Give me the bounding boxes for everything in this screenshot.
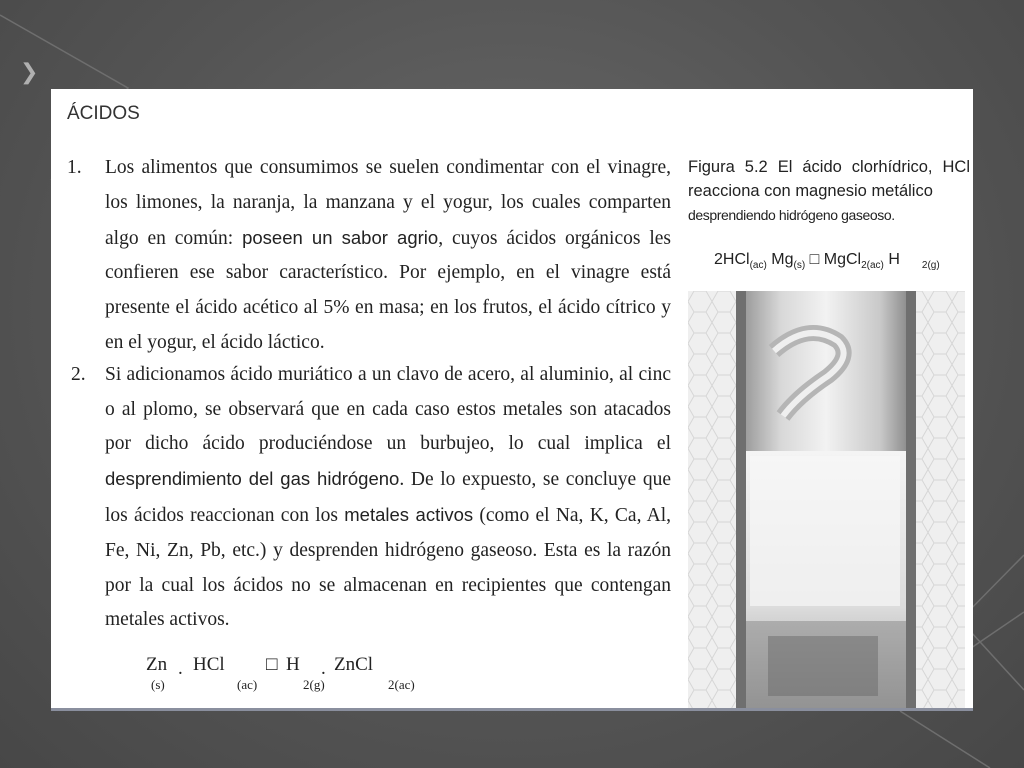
arrow-bullet-icon: ❯	[20, 60, 39, 85]
figure-caption: Figura 5.2 El ácido clorhídrico, HCl reacciona con magnesio metálico desprendiendo hidrógeno gaseoso.	[688, 158, 970, 223]
highlight-phrase: poseen un sabor agrio	[242, 226, 439, 248]
item-number: 2.	[71, 363, 86, 385]
item-number: 1.	[67, 157, 82, 178]
list-item	[67, 151, 671, 361]
reaction-equation: Zn (s) . HCl (ac) □ H 2(g) . ZnCl 2(ac)	[146, 654, 415, 692]
slide	[51, 89, 973, 711]
highlight-phrase: metales activos	[344, 503, 474, 525]
reaction-arrow-icon: □	[809, 251, 820, 268]
reaction-arrow-icon: □	[266, 654, 278, 675]
test-tube-photo	[688, 291, 965, 711]
slide-bottom-border	[51, 708, 973, 711]
list-item	[67, 358, 671, 638]
figure-equation: 2HCl$_{(ac)}$ $Mg_{(s)}$ □ MgCl$_{2(ac)}$ H $_{2(g)}$	[714, 251, 940, 272]
numbered-list	[67, 151, 671, 638]
item-text: Si adicionamos ácido muriático a un clavo de acero, al aluminio, al cinc o al plomo, se observará que en cada caso estos metales son atacados por dicho ácido produciéndose un burbujeo, lo cual implica el desprendimiento del gas hidrógeno. De lo expuesto, se concluye que los ácidos reaccionan con los metales activos (como el Na, K, Ca, Al, Fe, Ni, Zn, Pb, etc.) y desprenden hidrógeno gaseoso. Esta es la razón por la cual los ácidos no se almacenan en recipientes que contengan metales activos.	[105, 363, 672, 631]
highlight-phrase: desprendimiento del gas hidrógeno	[105, 468, 400, 490]
slide-heading: ÁCIDOS	[67, 103, 140, 124]
item-text: Los alimentos que consumimos se suelen condimentar con el vinagre, los limones, la naranja, la manzana y el yogur, los cuales comparten algo en común: poseen un sabor agrio, cuyos ácidos orgánicos les confieren ese sabor característico. Por ejemplo, en el vinagre está presente el ácido acético al 5% en masa; en los frutos, el ácido cítrico y en el yogur, el ácido láctico.	[105, 157, 672, 353]
